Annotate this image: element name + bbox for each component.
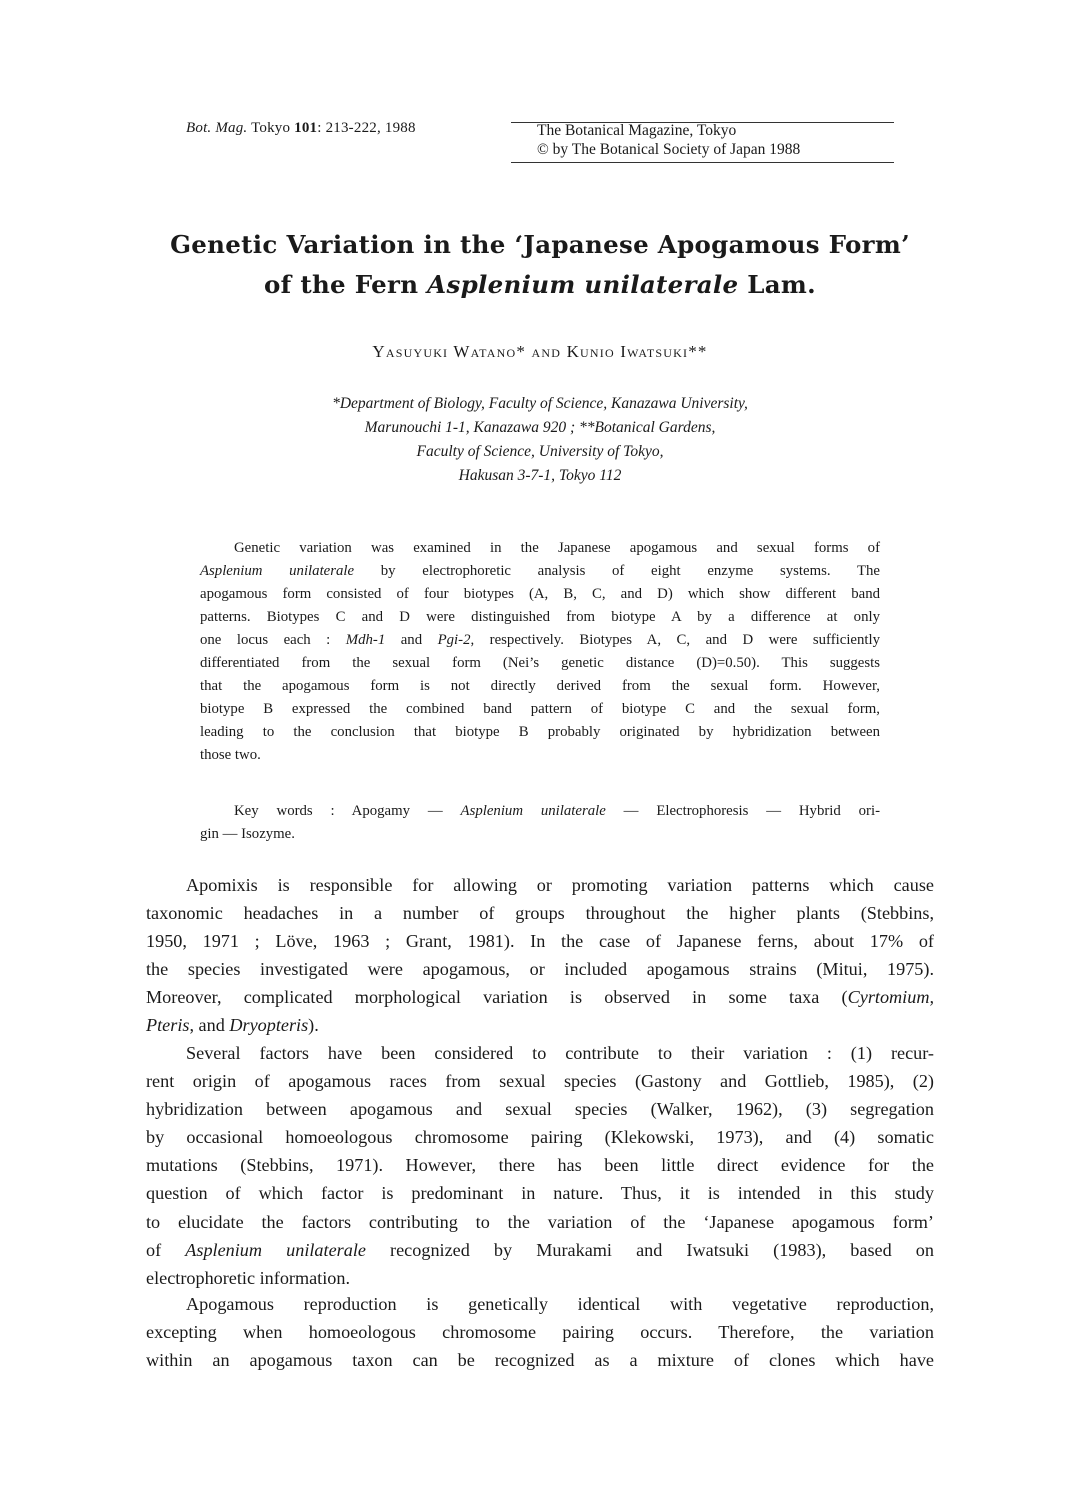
- author-2-mark: **: [688, 342, 708, 361]
- p1-line-5-pre: Moreover, complicated morphological variation is observed in some taxa (: [146, 987, 848, 1008]
- title-line-1: Genetic Variation in the ‘Japanese Apogamous Form’: [170, 230, 910, 259]
- body-paragraph-1: [146, 871, 934, 1040]
- abstract-line-8: biotype B expressed the combined band pattern of biotype C and the sexual form,: [200, 701, 880, 717]
- p2-line-5: mutations (Stebbins, 1971). However, there has been little direct evidence for the: [146, 1155, 934, 1176]
- p2-species: Asplenium unilaterale: [185, 1239, 366, 1260]
- affiliation-line-3: Faculty of Science, University of Tokyo,: [416, 443, 664, 460]
- author-and: and: [531, 342, 562, 361]
- abstract-line-1: Genetic variation was examined in the Japanese apogamous and sexual forms of: [234, 540, 880, 556]
- abstract-line-10: those two.: [200, 747, 261, 763]
- abstract-line-4: patterns. Biotypes C and D were distinguished from biotype A by a difference at only: [200, 609, 880, 625]
- taxon-pteris: Pteris: [146, 1015, 190, 1036]
- abstract-line-2: [200, 560, 880, 583]
- locus-pgi2: Pgi-2: [437, 632, 471, 648]
- p1-line-6-mid: , and: [189, 1015, 230, 1036]
- abstract-line-5-post: , respectively. Biotypes A, C, and D were sufficiently: [470, 632, 881, 648]
- journal-rule-bottom: [511, 162, 894, 163]
- abstract: [200, 537, 880, 767]
- abstract-line-2-text: by electrophoretic analysis of eight enzyme systems. The: [354, 563, 880, 579]
- p1-line-1: Apomixis is responsible for allowing or promoting variation patterns which cause: [186, 875, 934, 895]
- title-prefix: of the Fern: [264, 270, 428, 299]
- locus-mdh1: Mdh-1: [345, 632, 386, 648]
- affiliation-line-1: *Department of Biology, Faculty of Science, Kanazawa University,: [332, 395, 748, 412]
- abstract-line-5: [200, 629, 880, 652]
- body-paragraph-2: [146, 1039, 934, 1292]
- p1-line-5: [146, 983, 934, 1011]
- affiliation: [0, 392, 1080, 488]
- p2-line-1: Several factors have been considered to contribute to their variation : (1) recur-: [186, 1043, 934, 1063]
- authors: [0, 342, 1080, 362]
- p3-line-3: within an apogamous taxon can be recognized as a mixture of clones which have: [146, 1350, 934, 1371]
- p2-line-8-post: recognized by Murakami and Iwatsuki (1983), based on: [365, 1239, 934, 1260]
- keywords-pre: Key words : Apogamy —: [234, 803, 461, 819]
- abstract-species: Asplenium unilaterale: [200, 563, 355, 579]
- author-1-mark: *: [516, 342, 527, 361]
- title-species: Asplenium unilaterale: [427, 270, 739, 299]
- abstract-line-5-pre: one locus each :: [200, 632, 346, 648]
- abstract-line-5-mid: and: [385, 632, 438, 648]
- affiliation-line-2: Marunouchi 1-1, Kanazawa 920 ; **Botanical Gardens,: [364, 419, 716, 436]
- p3-line-2: excepting when homoeologous chromosome pairing occurs. Therefore, the variation: [146, 1322, 934, 1343]
- keywords-line-1: [200, 800, 880, 823]
- p2-line-4: by occasional homoeologous chromosome pairing (Klekowski, 1973), and (4) somatic: [146, 1127, 934, 1148]
- p3-line-1: Apogamous reproduction is genetically identical with vegetative reproduction,: [186, 1294, 934, 1314]
- abstract-line-7: that the apogamous form is not directly derived from the sexual form. However,: [200, 678, 880, 694]
- keywords-post: — Electrophoresis — Hybrid ori-: [605, 803, 881, 819]
- keywords-line-2: gin — Isozyme.: [200, 826, 295, 842]
- citation-journal: Bot. Mag.: [186, 120, 248, 136]
- body-paragraph-3: [146, 1290, 934, 1374]
- citation: [186, 120, 416, 137]
- title-line-2: [0, 270, 1080, 299]
- author-1: Yasuyuki Watano: [372, 342, 517, 361]
- title-suffix: Lam.: [738, 270, 816, 299]
- p2-line-2: rent origin of apogamous races from sexual species (Gastony and Gottlieb, 1985), (2): [146, 1071, 934, 1092]
- abstract-line-6: differentiated from the sexual form (Nei’s genetic distance (D)=0.50). This suggests: [200, 655, 880, 671]
- p1-line-3: 1950, 1971 ; Löve, 1963 ; Grant, 1981). In the case of Japanese ferns, about 17% of: [146, 931, 934, 952]
- taxon-dryopteris: Dryopteris: [229, 1015, 309, 1036]
- citation-place: Tokyo: [251, 120, 291, 136]
- keywords: [200, 800, 880, 846]
- p1-line-2: taxonomic headaches in a number of groups throughout the higher plants (Stebbins,: [146, 903, 934, 924]
- citation-volume: 101: [294, 120, 318, 136]
- p1-line-6-post: ).: [308, 1015, 319, 1036]
- p2-line-6: question of which factor is predominant in nature. Thus, it is intended in this study: [146, 1183, 934, 1204]
- p2-line-8: [146, 1236, 934, 1264]
- p2-line-8-pre: of: [146, 1239, 186, 1260]
- author-2: Kunio Iwatsuki: [566, 342, 689, 361]
- p1-line-6: [146, 1011, 934, 1039]
- p2-line-7: to elucidate the factors contributing to the variation of the ‘Japanese apogamous form’: [146, 1211, 934, 1232]
- abstract-line-3: apogamous form consisted of four biotypes (A, B, C, and D) which show different band: [200, 586, 880, 602]
- abstract-line-9: leading to the conclusion that biotype B probably originated by hybridization between: [200, 724, 880, 740]
- copyright-line: © by The Botanical Society of Japan 1988: [537, 141, 801, 158]
- affiliation-line-4: Hakusan 3-7-1, Tokyo 112: [458, 467, 622, 484]
- journal-name: The Botanical Magazine, Tokyo: [537, 122, 737, 139]
- keywords-species: Asplenium unilaterale: [460, 803, 606, 819]
- p1-line-4: the species investigated were apogamous, or included apogamous strains (Mitui, 1975).: [146, 959, 934, 980]
- taxon-cyrtomium: Cyrtomium,: [847, 987, 934, 1008]
- p2-line-3: hybridization between apogamous and sexual species (Walker, 1962), (3) segregation: [146, 1099, 934, 1120]
- citation-pages: : 213-222, 1988: [317, 120, 416, 136]
- p2-line-9: electrophoretic information.: [146, 1267, 351, 1288]
